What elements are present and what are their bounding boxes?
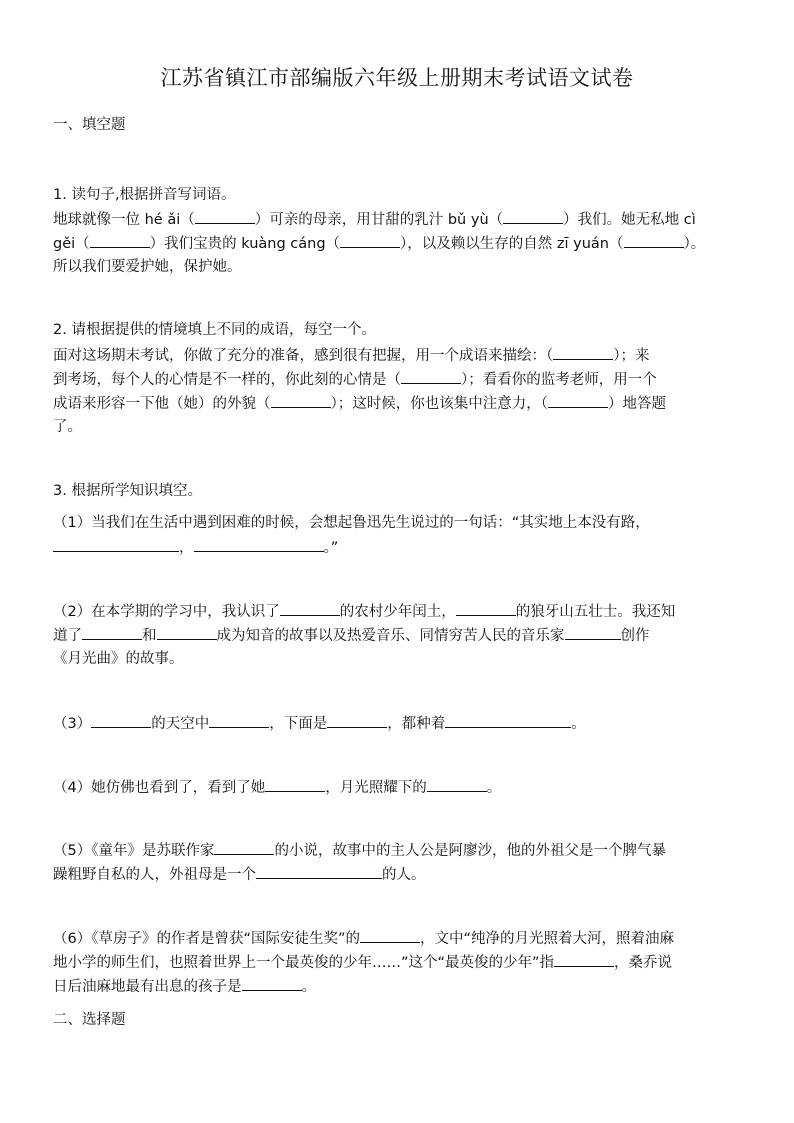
- q3-6-line-3: [53, 976, 316, 997]
- answer-blank[interactable]: [401, 369, 461, 384]
- q1-text: ）我们。她无私地 cì: [563, 212, 696, 228]
- q3-heading: 3. 根据所学知识填空。: [53, 483, 202, 499]
- q3-text: ，: [179, 540, 194, 556]
- answer-blank[interactable]: [624, 233, 684, 248]
- q3-text: 地小学的师生们，也照着世界上一个最英俊的少年……”这个“最英俊的少年”指: [53, 955, 555, 971]
- q1-line-3: 所以我们要爱护她，保护她。: [53, 259, 242, 275]
- q3-text: ，都种着: [387, 716, 446, 732]
- q3-text: （4）她仿佛也看到了，看到了她: [53, 780, 266, 796]
- section-heading-choice: 二、选择题: [53, 1012, 126, 1028]
- q3-2-line-3: 《月光曲》的故事。: [53, 651, 184, 667]
- answer-blank[interactable]: [82, 625, 142, 640]
- q1-heading: 1. 读句子,根据拼音写词语。: [53, 187, 236, 203]
- q3-text: 创作: [620, 628, 650, 644]
- q3-text: 成为知音的故事以及热爱音乐、同情穷苦人民的音乐家: [216, 628, 565, 644]
- q1-text: ）可亲的母亲，用甘甜的乳汁 bǔ yù（: [254, 212, 504, 228]
- answer-blank[interactable]: [503, 209, 563, 224]
- q3-text: （2）在本学期的学习中，我认识了: [53, 604, 280, 620]
- q3-text: 。: [571, 716, 586, 732]
- q2-text: 到考场，每个人的心情是不一样的，你此刻的心情是（: [53, 372, 401, 388]
- q2-text: ）；这时候，你也该集中注意力，（: [330, 396, 548, 412]
- q3-text: （3）: [53, 716, 92, 732]
- q1-line-2: [53, 233, 705, 254]
- q3-text: 。: [486, 780, 502, 796]
- q2-line-4: 了。: [53, 419, 82, 435]
- q3-text: 。: [301, 979, 316, 995]
- q2-text: ）；来: [613, 348, 650, 364]
- q1-text: gěi（: [53, 236, 90, 252]
- q3-text: 的狼牙山五壮士。我还知: [515, 604, 676, 620]
- q3-text: ，文中“纯净的月光照着大河，照着油麻: [420, 931, 675, 947]
- answer-blank[interactable]: [280, 601, 340, 616]
- answer-blank[interactable]: [565, 625, 621, 640]
- q3-text: ，月光照耀下的: [325, 780, 427, 796]
- q1-text: 地球就像一位 hé ǎi（: [53, 212, 195, 228]
- q3-1-line-1: （1）当我们在生活中遇到困难的时候，会想起鲁迅先生说过的一句话：“其实地上本没有路，: [53, 515, 650, 531]
- answer-blank[interactable]: [265, 777, 325, 792]
- q1-line-1: [53, 209, 696, 230]
- answer-blank[interactable]: [360, 928, 420, 943]
- q3-text: 和: [142, 628, 157, 644]
- q3-1-line-2: [53, 537, 338, 558]
- answer-blank[interactable]: [271, 393, 331, 408]
- q3-text: 道了: [53, 628, 82, 644]
- q3-2-line-2: [53, 625, 650, 646]
- q3-text: （6）《草房子》的作者是曾获“国际安徒生奖”的: [53, 931, 360, 947]
- q1-text: ）。: [683, 236, 706, 252]
- answer-blank[interactable]: [195, 209, 255, 224]
- q3-text: ，下面是: [269, 716, 328, 732]
- section-heading-fill: 一、填空题: [53, 117, 126, 133]
- q2-line-3: [53, 393, 666, 414]
- q2-line-1: [53, 345, 650, 366]
- answer-blank[interactable]: [214, 840, 274, 855]
- answer-blank[interactable]: [91, 713, 151, 728]
- page-title: 江苏省镇江市部编版六年级上册期末考试语文试卷: [160, 66, 634, 90]
- answer-blank[interactable]: [157, 625, 217, 640]
- q3-text: 。”: [323, 540, 339, 556]
- q3-text: 的农村少年闰土，: [339, 604, 456, 620]
- answer-blank[interactable]: [209, 713, 269, 728]
- answer-blank[interactable]: [340, 233, 400, 248]
- q3-text: 躁粗野自私的人，外祖母是一个: [53, 867, 256, 883]
- answer-blank[interactable]: [90, 233, 150, 248]
- answer-blank[interactable]: [194, 537, 324, 552]
- q3-text: 的人。: [382, 867, 426, 883]
- q1-text: ），以及赖以生存的自然 zī yuán（: [400, 236, 624, 252]
- answer-blank[interactable]: [242, 976, 302, 991]
- q3-6-line-1: [53, 928, 674, 949]
- q3-text: 的小说，故事中的主人公是阿廖沙，他的外祖父是一个脾气暴: [274, 843, 666, 859]
- q3-text: ，桑乔说: [614, 955, 673, 971]
- q3-5-line-1: [53, 840, 666, 861]
- q3-3-line: [53, 713, 586, 734]
- answer-blank[interactable]: [327, 713, 387, 728]
- answer-blank[interactable]: [553, 345, 613, 360]
- q2-text: 成语来形容一下他（她）的外貌（: [53, 396, 271, 412]
- answer-blank[interactable]: [456, 601, 516, 616]
- q3-6-line-2: [53, 952, 672, 973]
- q3-2-line-1: [53, 601, 675, 622]
- q2-text: ）地答题: [608, 396, 666, 412]
- answer-blank[interactable]: [445, 713, 571, 728]
- q3-text: （5）《童年》是苏联作家: [53, 843, 215, 859]
- answer-blank[interactable]: [427, 777, 487, 792]
- q2-text: 面对这场期末考试，你做了充分的准备，感到很有把握，用一个成语来描绘：（: [53, 348, 554, 364]
- q2-line-2: [53, 369, 657, 390]
- q3-text: 日后油麻地最有出息的孩子是: [53, 979, 242, 995]
- answer-blank[interactable]: [554, 952, 614, 967]
- q2-heading: 2. 请根据提供的情境填上不同的成语，每空一个。: [53, 322, 376, 338]
- q3-5-line-2: [53, 864, 426, 885]
- answer-blank[interactable]: [256, 864, 382, 879]
- answer-blank[interactable]: [548, 393, 608, 408]
- answer-blank[interactable]: [53, 537, 179, 552]
- q3-text: 的天空中: [151, 716, 210, 732]
- q2-text: ）；看看你的监考老师，用一个: [461, 372, 657, 388]
- q3-4-line: [53, 777, 501, 798]
- q1-text: ）我们宝贵的 kuàng cáng（: [149, 236, 341, 252]
